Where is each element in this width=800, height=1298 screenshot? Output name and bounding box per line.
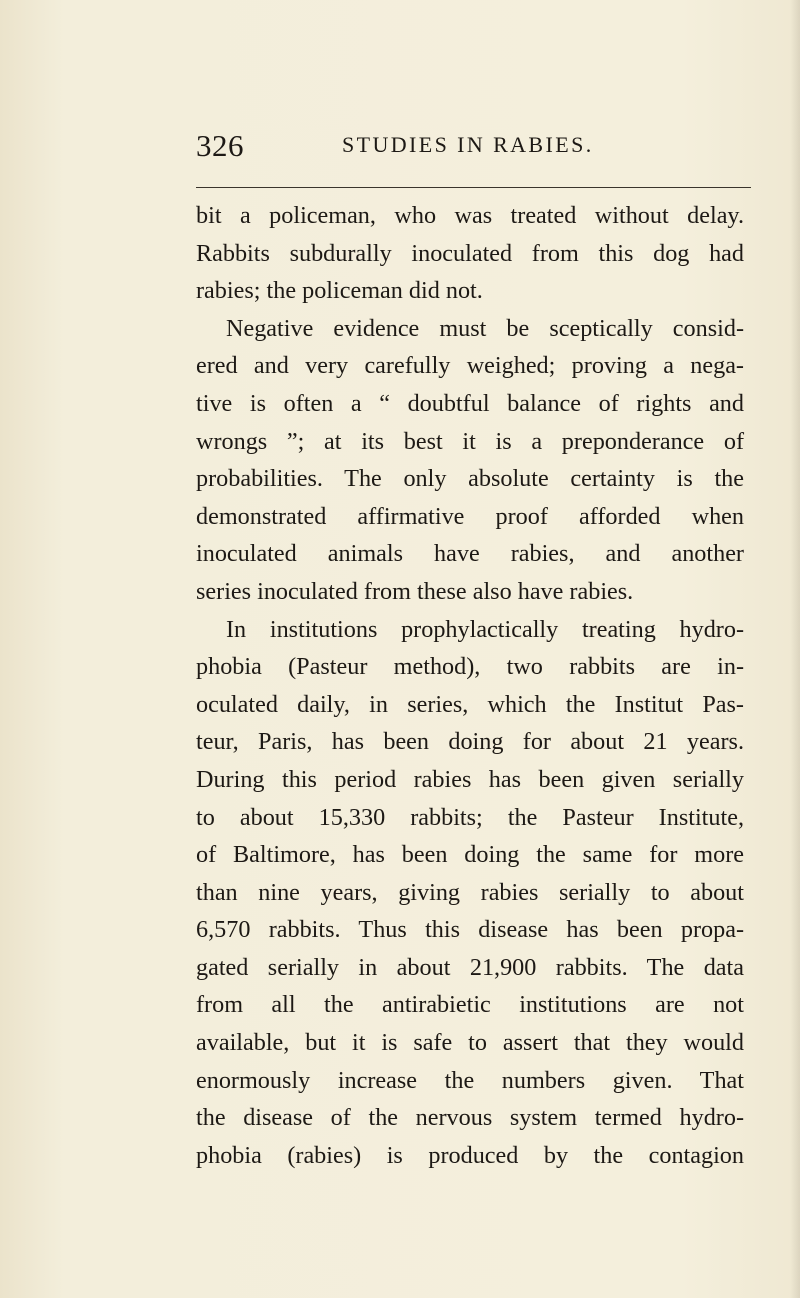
text-line: the disease of the nervous system termed hydro-	[196, 1104, 744, 1132]
text-line: During this period rabies has been given serially	[196, 765, 744, 793]
text-line: Negative evidence must be sceptically consid-	[226, 314, 744, 342]
text-line: teur, Paris, has been doing for about 21 years.	[196, 728, 744, 756]
text-line: available, but it is safe to assert that they would	[196, 1029, 744, 1057]
text-line: oculated daily, in series, which the Institut Pas-	[196, 690, 744, 718]
text-line: ered and very carefully weighed; proving a nega-	[196, 352, 744, 380]
text-line: tive is often a “ doubtful balance of rights and	[196, 389, 744, 417]
running-title: STUDIES IN RABIES.	[342, 132, 594, 157]
text-line: enormously increase the numbers given. That	[196, 1066, 744, 1094]
text-line: phobia (rabies) is produced by the contagion	[196, 1141, 744, 1169]
text-line: Rabbits subdurally inoculated from this dog had	[196, 239, 744, 267]
text-line: bit a policeman, who was treated without delay.	[196, 202, 744, 229]
page-number: 326	[196, 128, 244, 163]
text-line: from all the antirabietic institutions are not	[196, 991, 744, 1019]
text-line: inoculated animals have rabies, and another	[196, 540, 744, 568]
text-line: series inoculated from these also have rabies.	[196, 577, 634, 605]
text-line: to about 15,330 rabbits; the Pasteur Institute,	[196, 803, 744, 831]
text-line: 6,570 rabbits. Thus this disease has been propa-	[196, 916, 744, 944]
text-line: gated serially in about 21,900 rabbits. The data	[196, 953, 744, 981]
text-line: wrongs ”; at its best it is a preponderance of	[196, 427, 744, 455]
header-rule	[196, 187, 751, 188]
body-text	[196, 197, 744, 1174]
page-header	[196, 128, 756, 164]
text-line: of Baltimore, has been doing the same for more	[196, 841, 744, 869]
text-line: phobia (Pasteur method), two rabbits are in-	[196, 653, 744, 681]
text-line: In institutions prophylactically treating hydro-	[226, 615, 744, 643]
page-edge-shadow	[790, 0, 800, 1298]
text-line: than nine years, giving rabies serially to about	[196, 878, 744, 906]
text-line: demonstrated affirmative proof afforded when	[196, 502, 744, 530]
text-line: rabies; the policeman did not.	[196, 277, 483, 305]
text-line: probabilities. The only absolute certainty is the	[196, 465, 744, 493]
